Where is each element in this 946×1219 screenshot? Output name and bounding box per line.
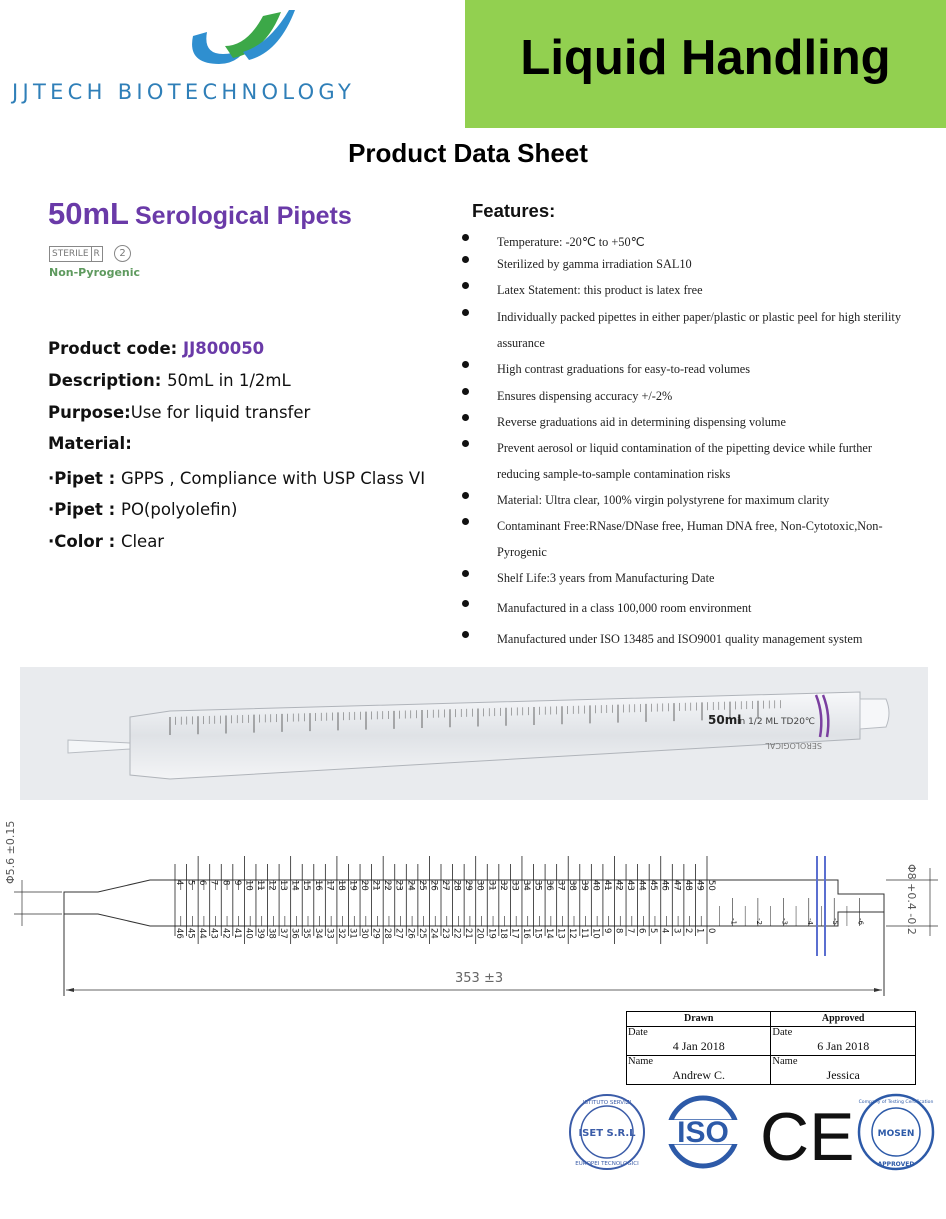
photo-print-main: 50ml [708,713,742,727]
bottom-scale-label: 6 [636,928,647,934]
company-logo-mark-icon [185,6,295,70]
bottom-scale-label: 28 [382,928,393,939]
bottom-scale-label: 18 [497,928,508,939]
top-scale-label: 43 [625,880,636,891]
top-scale-label: 20 [359,880,370,891]
product-code-row [48,339,264,358]
bullet-icon [462,256,469,263]
non-pyrogenic-label: Non-Pyrogenic [49,266,141,279]
bottom-scale-label: 44 [197,928,208,939]
iso-logo-icon [664,1098,742,1166]
category-banner [465,0,946,128]
top-scale-label: 16 [312,880,323,891]
top-scale-label: 26 [428,880,439,891]
approved-header: Approved [771,1012,916,1027]
drawn-header: Drawn [627,1012,771,1027]
top-scale-label: 32 [497,880,508,891]
top-scale-label: 41 [601,880,612,891]
top-scale-label: 19 [347,880,358,891]
product-photo [20,667,928,800]
bottom-scale-label: 29 [370,928,381,939]
page-title: Product Data Sheet [348,138,588,168]
bottom-scale-label: 40 [243,928,254,939]
top-scale-label: 47 [671,880,682,891]
product-title [48,196,352,232]
drawn-name-cell: Name Andrew C. [627,1056,770,1084]
top-scale-label: 44 [636,880,647,891]
drawn-date: 4 Jan 2018 [672,1039,725,1053]
bottom-scale-label: 12 [567,928,578,939]
bottom-scale-label: 32 [335,928,346,939]
description-label: Description: [48,371,168,390]
bottom-scale-label: 22 [451,928,462,939]
bullet-icon [462,361,469,368]
reverse-scale-label: -1 [729,918,738,925]
bullet-icon [462,518,469,525]
top-scale-label: 39 [578,880,589,891]
bottom-scale-label: 21 [463,928,474,939]
reverse-scale-label: -5 [831,918,840,925]
bullet-icon [462,440,469,447]
reverse-scale-label: -3 [780,918,789,925]
bottom-scale-label: 19 [486,928,497,939]
bottom-scale-label: 14 [544,928,555,939]
approval-table [626,1011,916,1085]
bottom-scale-label: 38 [266,928,277,939]
material-heading: Material: [48,434,132,453]
sterile-method-text: R [91,247,100,261]
bottom-scale-label: 30 [359,928,370,939]
top-scale-label: 5 [185,880,196,886]
features-heading: Features: [472,200,556,221]
svg-text:MOSEN: MOSEN [877,1129,915,1139]
top-scale-label: 34 [520,880,531,891]
photo-print-sub: in 1/2 ML TD20℃ [737,717,816,727]
top-scale-label: 18 [335,880,346,891]
drawn-name: Andrew C. [672,1068,726,1082]
top-scale-label: 17 [324,880,335,891]
purpose-row [48,403,310,422]
certification-logos [560,1090,940,1175]
product-volume: 50mL [48,196,129,231]
iset-logo-icon [570,1095,644,1169]
bottom-scale-label: 39 [254,928,265,939]
top-scale-label: 37 [555,880,566,891]
svg-text:Company of Testing Certificati: Company of Testing Certification [858,1100,934,1105]
top-scale-label: 30 [474,880,485,891]
bullet-icon [462,600,469,607]
bottom-scale-label: 17 [509,928,520,939]
bottom-scale-label: 10 [590,928,601,939]
company-logo [0,0,465,128]
bottom-scale-label: 42 [220,928,231,939]
top-scale-label: 33 [509,880,520,891]
bullet-icon [462,388,469,395]
reverse-scale-label: -4 [805,918,814,925]
product-code-label: Product code: [48,339,183,358]
technical-drawing [0,806,946,1002]
bottom-scale-label: 46 [174,928,184,939]
bottom-scale-label: 1 [694,928,705,934]
bottom-scale-label: 26 [405,928,416,939]
top-scale-label: 50 [706,880,716,891]
sterile-badge-text: STERILE [52,249,89,259]
top-scale-label: 22 [382,880,393,891]
top-scale-label: 28 [451,880,462,891]
bullet-icon [462,570,469,577]
top-scale-label: 10 [243,880,254,891]
mosen-logo-icon [859,1095,934,1169]
approved-date: 6 Jan 2018 [817,1039,870,1053]
top-scale-label: 23 [393,880,404,891]
material-line: ·Pipet : PO(polyolefin) [48,500,238,519]
purpose-value: Use for liquid transfer [130,403,311,422]
bottom-scale-labels [174,928,716,939]
svg-text:APPROVED: APPROVED [877,1161,915,1168]
svg-text:ISTITUTO SERVIZI: ISTITUTO SERVIZI [582,1100,632,1106]
reverse-scale-label: -6 [856,918,865,925]
bottom-scale-label: 20 [474,928,485,939]
approved-date-cell: Date 6 Jan 2018 [771,1027,915,1055]
product-code-value: JJ800050 [183,339,265,358]
top-scale-label: 45 [648,880,659,891]
top-scale-label: 12 [266,880,277,891]
bottom-scale-label: 36 [289,928,300,939]
top-scale-label: 46 [659,880,670,891]
bottom-scale-label: 45 [185,928,196,939]
length-dim: 353 ±3 [455,971,504,986]
sterile-badge [49,246,103,262]
bottom-scale-label: 43 [208,928,219,939]
svg-text:CE: CE [760,1099,855,1175]
banner-title: Liquid Handling [520,31,891,85]
bottom-scale-label: 2 [682,928,693,934]
approved-name: Jessica [826,1068,860,1082]
top-scale-label: 7 [208,880,219,886]
description-value: 50mL in 1/2mL [167,371,291,390]
top-scale-label: 38 [567,880,578,891]
top-scale-label: 49 [694,880,705,891]
material-line: ·Color : Clear [48,532,165,551]
top-scale-label: 6 [197,880,208,886]
bottom-scale-label: 16 [520,928,531,939]
bottom-scale-label: 11 [578,928,589,939]
bullet-icon [462,492,469,499]
top-scale-label: 11 [254,880,265,891]
drawn-date-cell: Date 4 Jan 2018 [627,1027,770,1055]
do-not-reuse-icon: 2 [114,245,131,262]
top-scale-label: 36 [544,880,555,891]
tip-diameter-dim: Φ5.6 ±0.15 [4,820,17,884]
photo-print-brand: SEROLOGICAL [765,741,822,750]
top-scale-label: 35 [532,880,543,891]
bullet-icon [462,309,469,316]
bottom-scale-label: 3 [671,928,682,934]
bottom-scale-label: 8 [613,928,624,934]
bottom-scale-label: 33 [324,928,335,939]
reverse-scale-label: -2 [754,918,763,925]
bottom-scale-label: 4 [659,928,670,934]
top-scale-label: 15 [301,880,312,891]
bottom-scale-label: 27 [393,928,404,939]
top-scale-labels [174,880,716,891]
bottom-scale-label: 7 [625,928,636,934]
ce-mark-icon [760,1099,854,1175]
bottom-scale-label: 37 [278,928,289,939]
svg-text:ISO: ISO [677,1116,729,1149]
top-scale-label: 24 [405,880,416,891]
bullet-icon [462,234,469,241]
top-scale-label: 27 [440,880,450,891]
bottom-scale-label: 9 [601,928,612,934]
bottom-scale-label: 5 [648,928,659,934]
top-scale-label: 14 [289,880,300,891]
bottom-scale-label: 13 [555,928,566,939]
top-scale-label: 48 [682,880,693,891]
material-line: ·Pipet : GPPS , Compliance with USP Class VI [48,469,426,488]
bottom-scale-label: 31 [347,928,358,939]
bullet-icon [462,414,469,421]
top-scale-label: 4 [174,880,184,886]
product-name: Serological Pipets [134,202,352,230]
description-row [48,371,291,390]
svg-text:ISET S.R.L: ISET S.R.L [578,1128,636,1139]
bottom-scale-label: 25 [416,928,427,939]
top-scale-label: 40 [590,880,601,891]
top-scale-label: 9 [231,880,242,886]
approved-name-cell: Name Jessica [771,1056,915,1084]
bottom-scale-label: 34 [312,928,323,939]
bullet-icon [462,631,469,638]
bottom-scale-label: 23 [440,928,450,939]
top-scale-label: 13 [278,880,289,891]
top-scale-label: 25 [416,880,427,891]
top-scale-label: 21 [370,880,381,891]
top-scale-label: 42 [613,880,624,891]
bullet-icon [462,282,469,289]
top-scale-label: 8 [220,880,231,886]
reverse-scale-labels [729,918,864,926]
pipet-photo-illustration [20,667,928,800]
bottom-scale-label: 41 [231,928,242,939]
bottom-scale-label: 24 [428,928,439,939]
top-scale-label: 31 [486,880,497,891]
purpose-label: Purpose: [48,403,131,422]
top-scale-label: 29 [463,880,474,891]
bottom-scale-label: 15 [532,928,543,939]
company-name: JJTECH BIOTECHNOLOGY [12,80,356,104]
bottom-scale-label: 35 [301,928,312,939]
bottom-scale-label: 0 [706,928,716,934]
body-diameter-dim: Φ8 +0.4 -0.2 [905,864,918,935]
svg-text:EUROPEI TECNOLOGICI: EUROPEI TECNOLOGICI [575,1161,639,1167]
